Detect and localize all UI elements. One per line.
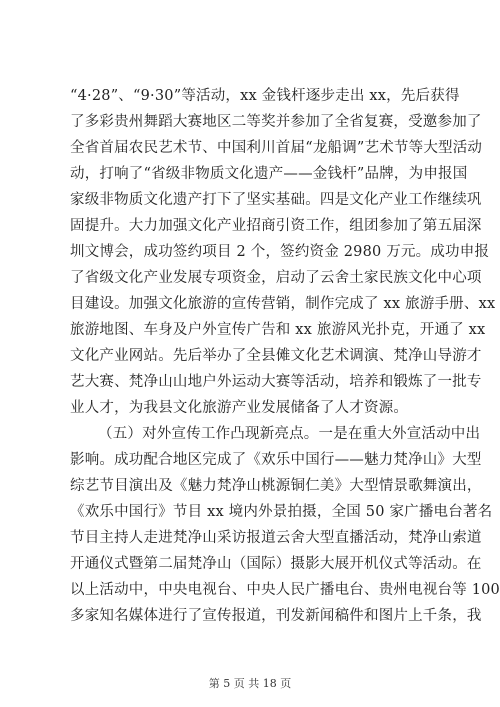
text-line: 旅游地图、车身及户外宣传广告和 xx 旅游风光扑克，开通了 xx [70, 322, 486, 338]
text-line: 动，打响了“省级非物质文化遗产——金钱杆”品牌，为申报国 [70, 166, 468, 182]
text-line: 以上活动中，中央电视台、中央人民广播电台、贵州电视台等 100 [70, 582, 500, 598]
text-line: 艺大赛、梵净山山地户外运动大赛等活动，培养和锻炼了一批专 [70, 374, 482, 390]
text-line: 影响。成功配合地区完成了《欢乐中国行——魅力梵净山》大型 [70, 452, 482, 468]
text-line: 综艺节目演出及《魅力梵净山桃源铜仁美》大型情景歌舞演出， [70, 478, 482, 494]
text-line: 了省级文化产业发展专项资金，启动了云舍土家民族文化中心项 [70, 270, 482, 286]
text-line: 节目主持人走进梵净山采访报道云舍大型直播活动，梵净山索道 [70, 530, 482, 546]
text-line: 《欢乐中国行》节目 xx 境内外景拍摄，全国 50 家广播电台著名 [70, 504, 493, 520]
text-line: （五）对外宣传工作凸现新亮点。一是在重大外宣活动中出 [98, 426, 481, 442]
text-line: 固提升。大力加强文化产业招商引资工作，组团参加了第五届深 [70, 218, 482, 234]
page-footer: 第 5 页 共 18 页 [208, 677, 292, 690]
text-line: 业人才，为我县文化旅游产业发展储备了人才资源。 [70, 400, 409, 416]
text-line: “4·28”、“9·30”等活动，xx 金钱杆逐步走出 xx，先后获得 [70, 88, 460, 104]
text-line: 了多彩贵州舞蹈大赛地区二等奖并参加了全省复赛，受邀参加了 [70, 114, 482, 130]
text-line: 家级非物质文化遗产打下了坚实基础。四是文化产业工作继续巩 [70, 192, 482, 208]
text-line: 开通仪式暨第二届梵净山（国际）摄影大展开机仪式等活动。在 [70, 556, 482, 572]
text-line: 圳文博会，成功签约项目 2 个，签约资金 2980 万元。成功申报 [70, 244, 490, 260]
text-line: 目建设。加强文化旅游的宣传营销，制作完成了 xx 旅游手册、xx [70, 296, 496, 312]
document-body [70, 83, 500, 629]
text-line: 多家知名媒体进行了宣传报道，刊发新闻稿件和图片上千条，我 [70, 608, 482, 624]
text-line: 文化产业网站。先后举办了全县傩文化艺术调演、梵净山导游才 [70, 348, 482, 364]
text-line: 全省首届农民艺术节、中国利川首届“龙船调”艺术节等大型活动 [70, 140, 483, 156]
